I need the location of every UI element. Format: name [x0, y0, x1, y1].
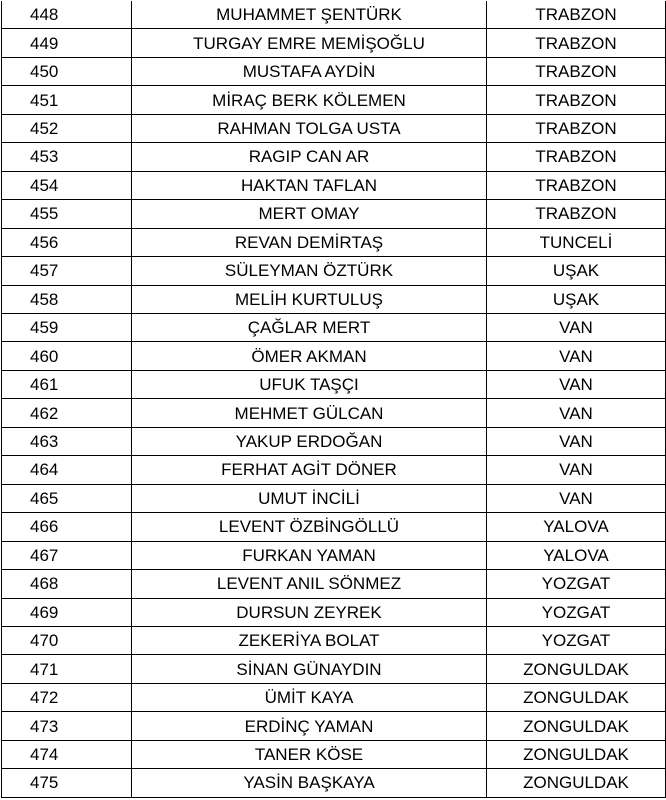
person-name: SİNAN GÜNAYDIN	[132, 655, 487, 683]
person-name: TURGAY EMRE MEMİŞOĞLU	[132, 29, 487, 57]
city-name: VAN	[487, 484, 666, 512]
person-name: MUHAMMET ŞENTÜRK	[132, 1, 487, 29]
person-name: TANER KÖSE	[132, 740, 487, 768]
row-number: 471	[2, 655, 132, 683]
row-number: 455	[2, 200, 132, 228]
row-number: 457	[2, 257, 132, 285]
person-name: UMUT İNCİLİ	[132, 484, 487, 512]
city-name: YALOVA	[487, 541, 666, 569]
table-row	[2, 200, 666, 228]
table-row	[2, 655, 666, 683]
city-name: VAN	[487, 427, 666, 455]
row-number: 456	[2, 228, 132, 256]
table-row	[2, 712, 666, 740]
table-row	[2, 313, 666, 341]
city-name: VAN	[487, 399, 666, 427]
table-row	[2, 171, 666, 199]
table-row	[2, 285, 666, 313]
row-number: 462	[2, 399, 132, 427]
row-number: 468	[2, 570, 132, 598]
table-row	[2, 626, 666, 654]
row-number: 452	[2, 114, 132, 142]
row-number: 474	[2, 740, 132, 768]
city-name: YOZGAT	[487, 570, 666, 598]
table-row	[2, 427, 666, 455]
person-name: ERDİNÇ YAMAN	[132, 712, 487, 740]
person-name: REVAN DEMİRTAŞ	[132, 228, 487, 256]
row-number: 466	[2, 513, 132, 541]
row-number: 460	[2, 342, 132, 370]
row-number: 473	[2, 712, 132, 740]
city-name: TRABZON	[487, 114, 666, 142]
table-row	[2, 541, 666, 569]
person-name: UFUK TAŞÇI	[132, 370, 487, 398]
person-name: ÇAĞLAR MERT	[132, 313, 487, 341]
person-name: ZEKERİYA BOLAT	[132, 626, 487, 654]
row-number: 448	[2, 1, 132, 29]
table-row	[2, 1, 666, 29]
table-row	[2, 598, 666, 626]
row-number: 464	[2, 456, 132, 484]
row-number: 475	[2, 769, 132, 797]
person-name: ÜMİT KAYA	[132, 683, 487, 711]
roster-table	[1, 1, 666, 798]
table-row	[2, 570, 666, 598]
person-name: ÖMER AKMAN	[132, 342, 487, 370]
person-name: MELİH KURTULUŞ	[132, 285, 487, 313]
city-name: UŞAK	[487, 285, 666, 313]
person-name: MUSTAFA AYDİN	[132, 57, 487, 85]
row-number: 461	[2, 370, 132, 398]
table-row	[2, 228, 666, 256]
city-name: UŞAK	[487, 257, 666, 285]
person-name: MİRAÇ BERK KÖLEMEN	[132, 86, 487, 114]
person-name: YASİN BAŞKAYA	[132, 769, 487, 797]
row-number: 463	[2, 427, 132, 455]
table-row	[2, 114, 666, 142]
table-row	[2, 484, 666, 512]
table-row	[2, 29, 666, 57]
row-number: 469	[2, 598, 132, 626]
person-name: RAHMAN TOLGA USTA	[132, 114, 487, 142]
city-name: TRABZON	[487, 143, 666, 171]
table-row	[2, 740, 666, 768]
city-name: VAN	[487, 370, 666, 398]
table-row	[2, 370, 666, 398]
row-number: 472	[2, 683, 132, 711]
city-name: VAN	[487, 342, 666, 370]
table-row	[2, 342, 666, 370]
person-name: SÜLEYMAN ÖZTÜRK	[132, 257, 487, 285]
city-name: TRABZON	[487, 86, 666, 114]
city-name: VAN	[487, 456, 666, 484]
table-row	[2, 57, 666, 85]
table-row	[2, 683, 666, 711]
person-name: MERT OMAY	[132, 200, 487, 228]
row-number: 449	[2, 29, 132, 57]
person-name: HAKTAN TAFLAN	[132, 171, 487, 199]
city-name: YALOVA	[487, 513, 666, 541]
row-number: 470	[2, 626, 132, 654]
person-name: RAGIP CAN AR	[132, 143, 487, 171]
city-name: YOZGAT	[487, 598, 666, 626]
row-number: 465	[2, 484, 132, 512]
table-row	[2, 769, 666, 797]
row-number: 453	[2, 143, 132, 171]
city-name: YOZGAT	[487, 626, 666, 654]
table-row	[2, 143, 666, 171]
city-name: TUNCELİ	[487, 228, 666, 256]
person-name: YAKUP ERDOĞAN	[132, 427, 487, 455]
city-name: ZONGULDAK	[487, 769, 666, 797]
roster-body	[2, 1, 666, 797]
table-row	[2, 399, 666, 427]
person-name: LEVENT ÖZBİNGÖLLÜ	[132, 513, 487, 541]
table-row	[2, 257, 666, 285]
city-name: ZONGULDAK	[487, 655, 666, 683]
person-name: DURSUN ZEYREK	[132, 598, 487, 626]
table-row	[2, 86, 666, 114]
row-number: 451	[2, 86, 132, 114]
city-name: ZONGULDAK	[487, 740, 666, 768]
table-row	[2, 513, 666, 541]
row-number: 467	[2, 541, 132, 569]
city-name: TRABZON	[487, 171, 666, 199]
city-name: TRABZON	[487, 57, 666, 85]
row-number: 450	[2, 57, 132, 85]
person-name: FERHAT AGİT DÖNER	[132, 456, 487, 484]
table-row	[2, 456, 666, 484]
person-name: MEHMET GÜLCAN	[132, 399, 487, 427]
city-name: TRABZON	[487, 200, 666, 228]
city-name: VAN	[487, 313, 666, 341]
row-number: 454	[2, 171, 132, 199]
city-name: TRABZON	[487, 29, 666, 57]
city-name: TRABZON	[487, 1, 666, 29]
person-name: FURKAN YAMAN	[132, 541, 487, 569]
person-name: LEVENT ANIL SÖNMEZ	[132, 570, 487, 598]
row-number: 458	[2, 285, 132, 313]
city-name: ZONGULDAK	[487, 683, 666, 711]
row-number: 459	[2, 313, 132, 341]
city-name: ZONGULDAK	[487, 712, 666, 740]
